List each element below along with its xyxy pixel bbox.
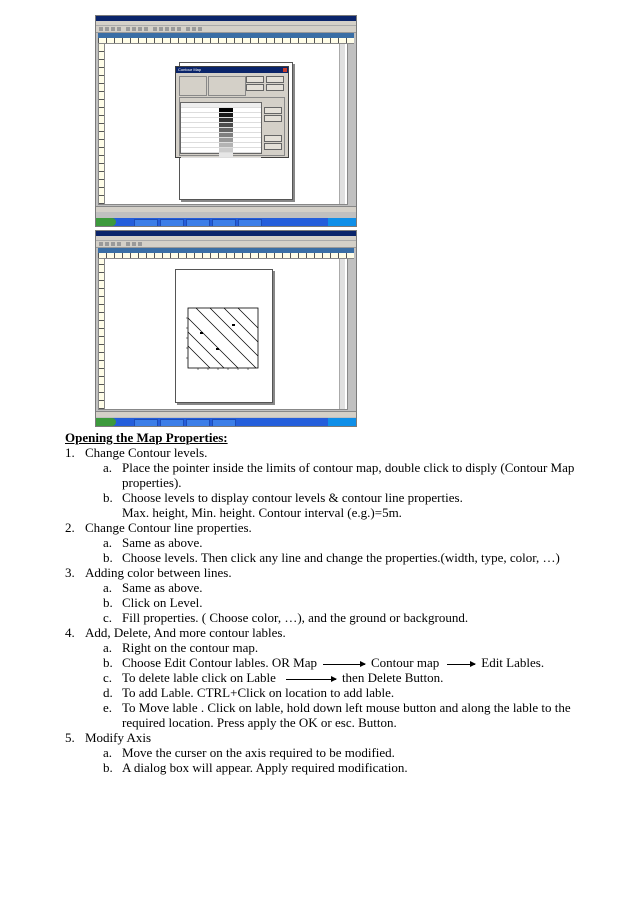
add-button[interactable] — [264, 115, 282, 122]
taskbar-item[interactable] — [186, 419, 210, 427]
contour-map — [176, 270, 272, 402]
item-number: 5. — [65, 730, 75, 745]
subitem-part: Contour map — [371, 655, 440, 670]
subitem-part: Edit Lables. — [481, 655, 545, 670]
subitem-part: then Delete Button. — [341, 670, 444, 685]
subitem-text: Fill properties. ( Choose color, …), and the ground or background. — [122, 610, 469, 625]
right-arrow-icon — [323, 664, 365, 665]
map-page — [175, 269, 273, 403]
system-tray — [328, 218, 356, 226]
start-button[interactable] — [96, 218, 116, 226]
plot-window — [98, 43, 348, 205]
vertical-scrollbar[interactable] — [339, 44, 345, 204]
subitem-part: To delete lable click on Lable — [122, 670, 276, 685]
app-toolbar — [96, 241, 356, 248]
item-text: Modify Axis — [85, 730, 152, 745]
subitem-continuation: properties). — [122, 475, 182, 490]
item-text: Change Contour levels. — [85, 445, 208, 460]
taskbar-item[interactable] — [186, 219, 210, 227]
item-number: 1. — [65, 445, 75, 460]
subitem-letter: a. — [103, 460, 113, 475]
taskbar — [96, 418, 356, 426]
smoothing-group — [208, 76, 246, 96]
subitem-text: Right on the contour map. — [122, 640, 259, 655]
right-arrow-icon — [286, 679, 336, 680]
subitem-text: Same as above. — [122, 580, 203, 595]
taskbar-item[interactable] — [134, 219, 158, 227]
subitem-letter: d. — [103, 685, 113, 700]
contour-map-dialog — [175, 66, 289, 158]
subitem-text: Choose levels. Then click any line and change the properties.(width, type, color, …) — [122, 550, 560, 565]
vertical-scrollbar[interactable] — [339, 259, 345, 409]
screenshot-contour-map-dialog — [95, 15, 357, 227]
app-toolbar — [96, 26, 356, 33]
subitem-text: Click on Level. — [122, 595, 203, 610]
map-frame — [188, 308, 258, 368]
section-heading: Opening the Map Properties: — [65, 430, 228, 445]
contour-levels-table[interactable] — [180, 102, 262, 154]
close-icon[interactable] — [283, 68, 287, 72]
subitem-part: Choose Edit Contour lables. OR Map — [122, 655, 317, 670]
item-number: 3. — [65, 565, 75, 580]
dialog-button-1[interactable] — [246, 76, 264, 83]
contour-label-mark — [200, 332, 203, 334]
taskbar — [96, 218, 356, 226]
subitem-letter: a. — [103, 535, 113, 550]
subitem-text-with-arrows — [122, 655, 544, 670]
subitem-continuation: required location. Press apply the OK or esc. Button. — [122, 715, 397, 730]
taskbar-item[interactable] — [160, 219, 184, 227]
subitem-text: Place the pointer inside the limits of contour map, double click to disply (Contour Map — [122, 460, 575, 475]
item-text: Adding color between lines. — [85, 565, 232, 580]
subitem-letter: b. — [103, 595, 113, 610]
item-number: 4. — [65, 625, 75, 640]
dialog-button-2[interactable] — [246, 84, 264, 91]
vertical-ruler — [99, 259, 105, 409]
plot-window — [98, 258, 348, 410]
item-number: 2. — [65, 520, 75, 535]
contour-label-mark — [216, 348, 219, 350]
subitem-letter: b. — [103, 760, 113, 775]
status-bar — [96, 206, 356, 212]
taskbar-item[interactable] — [212, 419, 236, 427]
subitem-letter: a. — [103, 580, 113, 595]
taskbar-item[interactable] — [238, 219, 262, 227]
filled-contours-group — [179, 76, 207, 96]
table-row[interactable] — [181, 153, 261, 158]
save-button[interactable] — [264, 143, 282, 150]
screenshot-contour-map-page — [95, 230, 357, 427]
subitem-letter: c. — [103, 610, 113, 625]
ok-button[interactable] — [266, 76, 284, 83]
system-tray — [328, 418, 356, 426]
taskbar-item[interactable] — [212, 219, 236, 227]
subitem-letter: a. — [103, 640, 113, 655]
subitem-text-with-arrow — [122, 670, 443, 685]
right-arrow-icon — [447, 664, 475, 665]
subitem-text: Same as above. — [122, 535, 203, 550]
subitem-letter: b. — [103, 490, 113, 505]
start-button[interactable] — [96, 418, 116, 426]
contour-label-mark — [232, 324, 235, 326]
item-text: Add, Delete, And more contour lables. — [85, 625, 286, 640]
subitem-text: Move the curser on the axis required to be modified. — [122, 745, 395, 760]
subitem-text: A dialog box will appear. Apply required modification. — [122, 760, 408, 775]
cancel-button[interactable] — [266, 84, 284, 91]
subitem-letter: e. — [103, 700, 113, 715]
subitem-text: To Move lable . Click on lable, hold down left mouse button and along the lable to the — [122, 700, 571, 715]
subitem-continuation: Max. height, Min. height. Contour interval (e.g.)=5m. — [122, 505, 402, 520]
item-text: Change Contour line properties. — [85, 520, 252, 535]
subitem-letter: b. — [103, 550, 113, 565]
status-bar — [96, 411, 356, 417]
taskbar-item[interactable] — [134, 419, 158, 427]
delete-button[interactable] — [264, 107, 282, 114]
dialog-title: Contour Map — [178, 67, 202, 72]
dialog-titlebar — [176, 67, 288, 73]
subitem-text: Choose levels to display contour levels & contour line properties. — [122, 490, 463, 505]
subitem-letter: b. — [103, 655, 113, 670]
taskbar-item[interactable] — [160, 419, 184, 427]
subitem-letter: a. — [103, 745, 113, 760]
subitem-letter: c. — [103, 670, 113, 685]
vertical-ruler — [99, 44, 105, 204]
load-button[interactable] — [264, 135, 282, 142]
subitem-text: To add Lable. CTRL+Click on location to add lable. — [122, 685, 395, 700]
